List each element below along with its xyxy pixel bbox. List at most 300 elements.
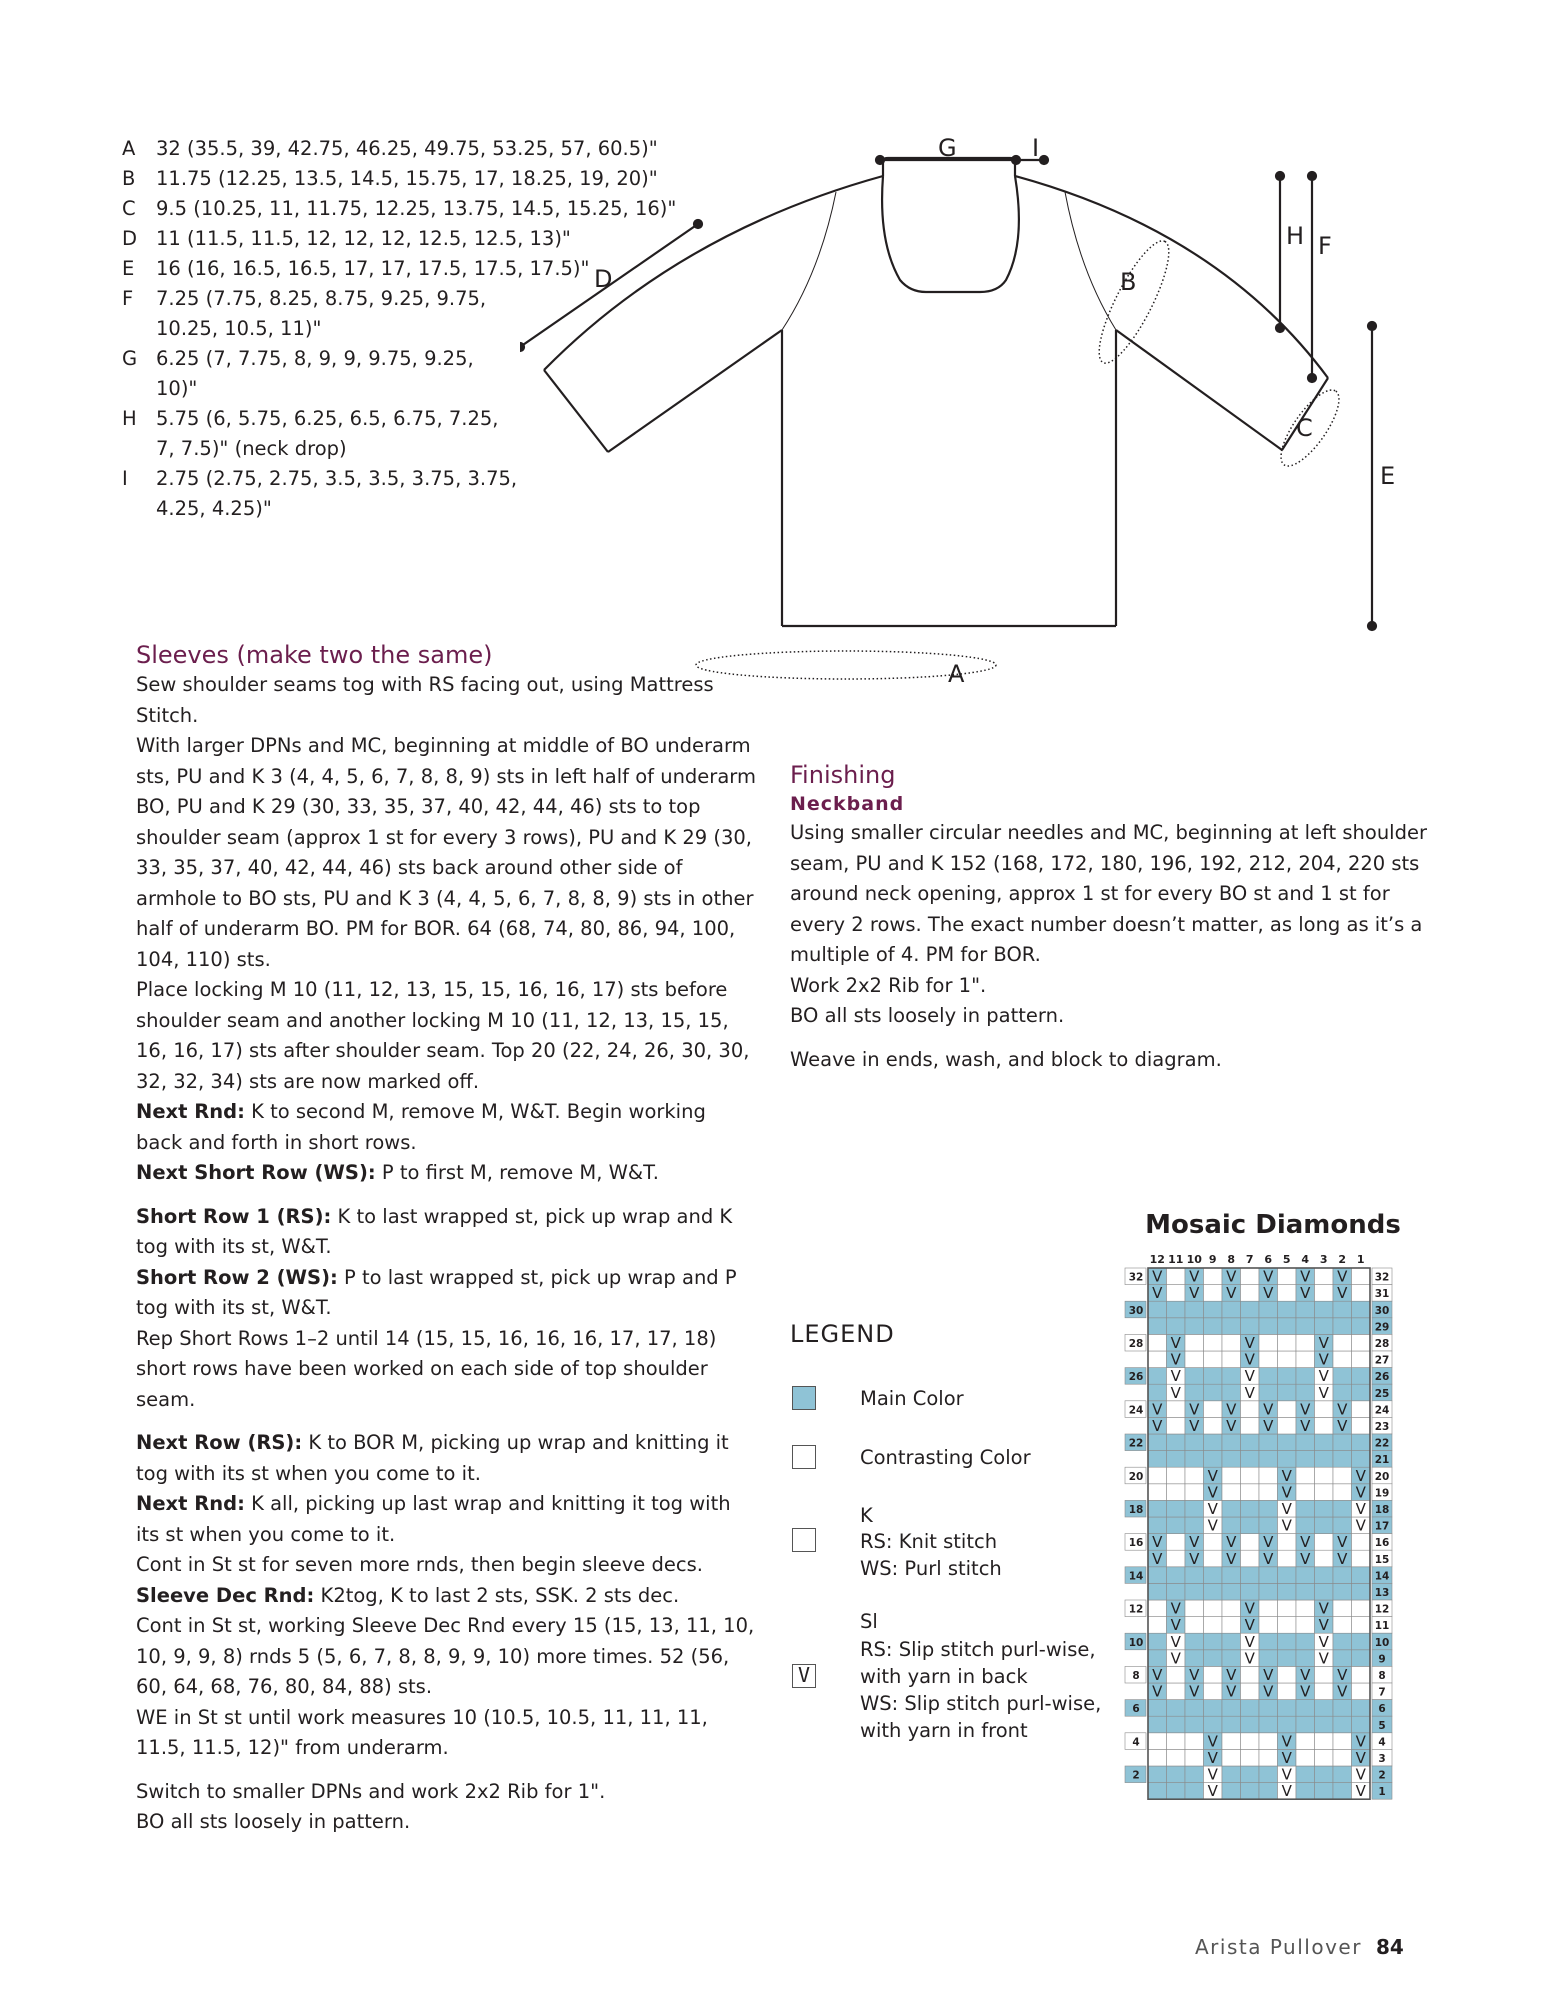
chart-cell [1222,1733,1241,1750]
slip-stitch-mark: V [1170,1649,1181,1668]
chart-cell [1352,1384,1371,1401]
row-number-left: 6 [1132,1703,1140,1716]
chart-cell [1315,1285,1334,1302]
chart-cell [1222,1766,1241,1783]
contrast-color-label: Contrasting Color [860,1446,1031,1469]
slip-stitch-mark: V [1189,1267,1200,1286]
slip-stitch-mark: V [1152,1267,1163,1286]
finishing-heading: Finishing [790,761,896,789]
column-number: 2 [1338,1253,1347,1266]
chart-cell [1167,1500,1186,1517]
chart-cell [1333,1351,1352,1368]
chart-cell [1333,1700,1352,1717]
chart-cell [1259,1567,1278,1584]
chart-cell [1241,1484,1260,1501]
chart-cell [1333,1766,1352,1783]
chart-cell [1315,1749,1334,1766]
slip-stitch-mark: V [1355,1732,1366,1751]
footer-title: Arista Pullover [1195,1935,1362,1959]
measurement-letter: F [122,287,134,310]
page-number: 84 [1375,1935,1404,1959]
sleeves-para-3: Place locking M 10 (11, 12, 13, 15, 15, 16, 16, 17) sts before shoulder seam and another locking M 10 (11, 12, 13, 15, 15, 16, 16, 17) sts after shoulder seam. Top 20 (22, 24, 26, 30, 30, 32, 32, 34) sts are now marked off. [136,978,750,1093]
row-number-left: 20 [1128,1470,1144,1483]
chart-cell [1148,1600,1167,1617]
row-number-right: 13 [1374,1587,1390,1599]
chart-cell [1222,1783,1241,1800]
row-number-right: 19 [1374,1487,1390,1500]
row-number-right: 31 [1374,1288,1390,1301]
chart-cell [1222,1451,1241,1468]
knit-legend-title: K [860,1504,873,1527]
slip-stitch-mark: V [1226,1400,1237,1419]
slip-stitch-mark: V [1337,1267,1348,1286]
chart-cell [1352,1567,1371,1584]
chart-cell [1241,1666,1260,1683]
slip-stitch-mark: V [1263,1666,1274,1684]
chart-cell [1148,1384,1167,1401]
chart-cell [1167,1417,1186,1434]
slip-stitch-mark: V [1281,1732,1292,1751]
slip-stitch-mark: V [1170,1367,1181,1386]
chart-cell [1352,1268,1371,1285]
chart-cell [1296,1583,1315,1600]
slip-stitch-mark: V [1281,1516,1292,1535]
chart-cell [1148,1484,1167,1501]
chart-cell [1278,1417,1297,1434]
column-number: 5 [1282,1253,1291,1266]
sleeves-heading: Sleeves (make two the same) [136,641,493,669]
b-dimension-ellipse [1087,233,1181,371]
measurement-value-line: 11 (11.5, 11.5, 12, 12, 12, 12.5, 12.5, 13)" [156,227,571,250]
chart-cell [1333,1749,1352,1766]
d-endpoint [520,343,524,351]
chart-cell [1204,1666,1223,1683]
slip-stitch-mark: V [1207,1466,1218,1485]
slip-stitch-mark: V [1263,1417,1274,1435]
chart-cell [1333,1484,1352,1501]
measurement-letter: H [122,407,137,430]
chart-cell [1167,1733,1186,1750]
slip-stitch-mark: V [1189,1400,1200,1419]
row-number-right: 3 [1378,1753,1386,1765]
row-number-right: 29 [1374,1321,1390,1334]
slip-stitch-mark: V [1170,1334,1181,1352]
measurement-letter: B [122,167,136,190]
chart-cell [1185,1567,1204,1584]
knit-legend-ws: WS: Purl stitch [860,1557,1002,1580]
chart-cell [1296,1434,1315,1451]
chart-cell [1315,1301,1334,1318]
e-endpoint [1368,622,1376,630]
slip-stitch-mark: V [1244,1616,1255,1635]
chart-cell [1352,1650,1371,1667]
chart-cell [1204,1285,1223,1302]
chart-cell [1148,1766,1167,1783]
chart-cell [1352,1285,1371,1302]
chart-cell [1167,1401,1186,1418]
chart-cell [1259,1749,1278,1766]
chart-cell [1241,1285,1260,1302]
step-label: Next Short Row (WS): [136,1161,376,1184]
slip-stitch-mark: V [1337,1533,1348,1552]
chart-cell [1278,1617,1297,1634]
chart-cell [1185,1733,1204,1750]
slip-stitch-mark: V [1300,1549,1311,1568]
chart-cell [1204,1716,1223,1733]
chart-cell [1222,1716,1241,1733]
slip-stitch-mark: V [1207,1516,1218,1535]
chart-cell [1259,1766,1278,1783]
sleeves-para-16: BO all sts loosely in pattern. [136,1810,411,1833]
finishing-para-2: Work 2x2 Rib for 1". [790,973,987,997]
chart-cell [1333,1617,1352,1634]
chart-cell [1278,1633,1297,1650]
step-text: K to BOR M, picking up wrap and knitting it tog with its st when you come to it. [136,1431,729,1485]
chart-cell [1222,1467,1241,1484]
row-number-left: 2 [1132,1769,1140,1782]
slip-stitch-mark: V [1226,1666,1237,1684]
left-cuff [544,370,608,452]
row-number-left: 8 [1132,1670,1140,1682]
chart-cell [1259,1301,1278,1318]
f-endpoint [1308,374,1316,382]
chart-cell [1204,1301,1223,1318]
chart-cell [1296,1783,1315,1800]
slip-stitch-mark: V [1318,1649,1329,1668]
chart-cell [1185,1650,1204,1667]
chart-cell [1204,1633,1223,1650]
slip-stitch-mark: V [1226,1284,1237,1303]
chart-cell [1352,1334,1371,1351]
chart-cell [1315,1417,1334,1434]
chart-cell [1148,1434,1167,1451]
f-endpoint [1308,172,1316,180]
chart-cell [1259,1633,1278,1650]
step-label: Short Row 2 (WS): [136,1265,338,1289]
column-number: 1 [1356,1253,1365,1266]
measurement-value-line: 5.75 (6, 5.75, 6.25, 6.5, 6.75, 7.25, [156,407,499,430]
main-color-label: Main Color [860,1387,964,1410]
column-number: 6 [1264,1253,1273,1266]
chart-cell [1185,1384,1204,1401]
slip-stitch-mark: V [1152,1666,1163,1684]
column-number: 11 [1168,1253,1184,1266]
row-number-right: 26 [1374,1371,1390,1384]
slip-stitch-mark: V [1152,1417,1163,1435]
chart-cell [1352,1434,1371,1451]
chart-cell [1222,1600,1241,1617]
legend-title: LEGEND [790,1320,895,1348]
chart-cell [1185,1301,1204,1318]
chart-cell [1185,1484,1204,1501]
measurement-letter: I [122,467,128,490]
measurement-value-line: 11.75 (12.25, 13.5, 14.5, 15.75, 17, 18.25, 19, 20)" [156,167,658,190]
chart-cell [1148,1500,1167,1517]
chart-cell [1185,1617,1204,1634]
chart-cell [1259,1351,1278,1368]
row-number-right: 18 [1374,1504,1390,1516]
step-text: P to first M, remove M, W&T. [375,1161,659,1184]
chart-cell [1185,1600,1204,1617]
chart-cell [1315,1318,1334,1335]
chart-cell [1222,1650,1241,1667]
chart-cell [1222,1434,1241,1451]
e-endpoint [1368,322,1376,330]
row-number-right: 5 [1378,1719,1386,1732]
chart-cell [1259,1451,1278,1468]
chart-cell [1241,1700,1260,1717]
chart-cell [1185,1318,1204,1335]
slip-stitch-mark: V [1318,1632,1329,1651]
row-number-left: 26 [1128,1371,1144,1384]
chart-cell [1333,1451,1352,1468]
slip-stitch-mark: V [1355,1749,1366,1767]
slip-stitch-mark: V [1318,1383,1329,1402]
row-number-left: 24 [1128,1404,1144,1417]
sleeves-para-5 [136,1158,756,1189]
chart-cell [1333,1733,1352,1750]
chart-cell [1167,1434,1186,1451]
chart-cell [1278,1434,1297,1451]
chart-cell [1315,1517,1334,1534]
chart-cell [1259,1617,1278,1634]
chart-cell [1204,1351,1223,1368]
sleeves-para-9 [136,1428,756,1489]
chart-cell [1352,1583,1371,1600]
chart-cell [1315,1583,1334,1600]
slip-stitch-mark: V [1263,1549,1274,1568]
chart-cell [1278,1334,1297,1351]
chart-cell [1222,1500,1241,1517]
chart-cell [1204,1567,1223,1584]
chart-cell [1167,1318,1186,1335]
row-number-right: 21 [1374,1454,1390,1467]
chart-cell [1352,1417,1371,1434]
slip-stitch-mark: V [1244,1649,1255,1668]
chart-cell [1278,1716,1297,1733]
garment-outline [544,158,1328,626]
chart-cell [1222,1334,1241,1351]
chart-cell [1296,1716,1315,1733]
slip-stitch-mark: V [1170,1632,1181,1651]
chart-cell [1167,1716,1186,1733]
measurement-value-line: 6.25 (7, 7.75, 8, 9, 9, 9.75, 9.25, [156,347,474,370]
chart-cell [1222,1368,1241,1385]
slip-stitch-mark: V [1244,1334,1255,1352]
chart-cell [1259,1733,1278,1750]
slip-stitch-mark: V [1355,1782,1366,1801]
row-number-right: 11 [1374,1620,1390,1633]
row-number-left: 28 [1128,1338,1144,1350]
measurement-letter: G [122,347,138,370]
chart-cell [1315,1550,1334,1567]
slip-stitch-mark: V [1281,1500,1292,1518]
slip-stitch-mark: V [1152,1533,1163,1552]
measurement-value-continued: 10.25, 10.5, 11)" [156,317,322,340]
finishing-para-4: Weave in ends, wash, and block to diagram. [790,1047,1222,1071]
i-endpoint [1040,156,1048,164]
chart-cell [1259,1434,1278,1451]
chart-cell [1278,1550,1297,1567]
slip-stitch-mark: V [1318,1367,1329,1386]
chart-cell [1333,1434,1352,1451]
slip-stitch-mark: V [1281,1782,1292,1801]
slip-stitch-mark: V [1300,1666,1311,1684]
slip-stitch-mark: V [1207,1782,1218,1801]
sleeves-para-14: WE in St st until work measures 10 (10.5, 10.5, 11, 11, 11, 11.5, 11.5, 12)" from underarm. [136,1705,708,1759]
sleeves-para-15: Switch to smaller DPNs and work 2x2 Rib for 1". [136,1779,606,1803]
label-f: F [1318,232,1332,260]
step-label: Next Rnd: [136,1492,245,1515]
chart-cell [1148,1301,1167,1318]
chart-cell [1333,1716,1352,1733]
chart-cell [1352,1301,1371,1318]
chart-cell [1167,1285,1186,1302]
chart-cell [1222,1484,1241,1501]
slip-stitch-mark: V [1281,1466,1292,1485]
chart-cell [1278,1666,1297,1683]
chart-cell [1296,1351,1315,1368]
slip-stitch-mark: V [1355,1466,1366,1485]
slip-stitch-mark: V [1300,1400,1311,1419]
chart-cell [1352,1534,1371,1551]
slip-stitch-mark: V [1337,1284,1348,1303]
chart-cell [1278,1700,1297,1717]
chart-cell [1259,1517,1278,1534]
chart-cell [1222,1700,1241,1717]
chart-cell [1241,1583,1260,1600]
slip-stitch-mark: V [1152,1549,1163,1568]
chart-cell [1148,1749,1167,1766]
h-endpoint [1276,324,1284,332]
slip-stitch-mark: V [1318,1350,1329,1369]
chart-cell [1148,1650,1167,1667]
chart-cell [1296,1600,1315,1617]
slip-legend-ws-2: with yarn in front [860,1719,1028,1742]
left-sleeve-bottom [608,330,782,452]
chart-cell [1333,1368,1352,1385]
row-number-right: 27 [1374,1354,1390,1367]
sweater-schematic [520,132,1400,712]
chart-cell [1241,1401,1260,1418]
chart-cell [1259,1334,1278,1351]
chart-cell [1333,1500,1352,1517]
chart-cell [1148,1567,1167,1584]
row-number-right: 9 [1378,1653,1386,1666]
label-a: A [948,660,965,688]
chart-cell [1167,1451,1186,1468]
chart-cell [1278,1285,1297,1302]
chart-cell [1222,1351,1241,1368]
chart-cell [1259,1384,1278,1401]
chart-cell [1352,1318,1371,1335]
chart-cell [1167,1550,1186,1567]
chart-cell [1315,1716,1334,1733]
chart-cell [1315,1567,1334,1584]
chart-cell [1241,1451,1260,1468]
slip-stitch-mark: V [1355,1483,1366,1502]
row-number-right: 4 [1378,1736,1386,1749]
slip-stitch-mark: V [1281,1765,1292,1784]
slip-stitch-mark: V [1355,1500,1366,1518]
row-number-left: 32 [1128,1271,1144,1284]
measurement-letter: C [122,197,136,220]
mosaic-diamonds-chart [1124,1248,1424,1808]
chart-cell [1278,1318,1297,1335]
chart-cell [1204,1683,1223,1700]
chart-cell [1148,1334,1167,1351]
chart-cell [1148,1617,1167,1634]
chart-cell [1333,1301,1352,1318]
chart-cell [1241,1733,1260,1750]
chart-cell [1352,1700,1371,1717]
chart-cell [1278,1401,1297,1418]
chart-cell [1296,1749,1315,1766]
column-number: 8 [1227,1253,1236,1266]
chart-cell [1333,1567,1352,1584]
chart-cell [1352,1617,1371,1634]
chart-cell [1296,1301,1315,1318]
chart-cell [1278,1268,1297,1285]
step-text: K to second M, remove M, W&T. Begin working back and forth in short rows. [136,1100,706,1154]
label-g: G [938,134,957,162]
chart-cell [1148,1733,1167,1750]
chart-cell [1241,1467,1260,1484]
slip-stitch-mark: V [1207,1483,1218,1502]
row-number-right: 30 [1374,1304,1390,1317]
slip-stitch-mark: V [1152,1400,1163,1419]
finishing-para-1: Using smaller circular needles and MC, beginning at left shoulder seam, PU and K 152 (168, 172, 180, 196, 192, 212, 204, 220 sts around neck opening, approx 1 st for every BO st and 1 st for every 2 rows. The exact number doesn’t matter, as long as it’s a multiple of 4. PM for BOR. [790,821,1427,966]
g-endpoint [876,156,884,164]
chart-cell [1315,1434,1334,1451]
chart-cell [1259,1600,1278,1617]
sleeves-para-13: Cont in St st, working Sleeve Dec Rnd every 15 (15, 13, 11, 10, 10, 9, 9, 8) rnds 5 (5, 6, 7, 8, 8, 9, 9, 10) more times. 52 (56, 60, 64, 68, 76, 80, 84, 88) sts. [136,1614,755,1698]
slip-stitch-mark: V [1337,1682,1348,1701]
chart-cell [1352,1351,1371,1368]
chart-cell [1148,1633,1167,1650]
slip-stitch-mark: V [1189,1533,1200,1552]
row-number-left: 4 [1132,1736,1140,1749]
chart-cell [1241,1749,1260,1766]
chart-cell [1333,1650,1352,1667]
right-armhole-line [1065,192,1116,330]
measurement-value-line: 2.75 (2.75, 2.75, 3.5, 3.5, 3.75, 3.75, [156,467,518,490]
slip-stitch-mark: V [1355,1765,1366,1784]
slip-stitch-mark: V [1244,1599,1255,1618]
row-number-right: 25 [1374,1387,1390,1400]
slip-stitch-mark: V [1337,1400,1348,1419]
sleeves-section [136,640,756,1838]
measurement-value-continued: 10)" [156,377,198,400]
chart-cell [1352,1451,1371,1468]
row-number-left: 16 [1128,1537,1144,1550]
slip-stitch-mark: V [1170,1350,1181,1369]
slip-stitch-mark: V [1226,1549,1237,1568]
chart-cell [1333,1384,1352,1401]
row-number-left: 18 [1128,1504,1144,1516]
chart-cell [1352,1600,1371,1617]
chart-cell [1259,1368,1278,1385]
chart-cell [1352,1401,1371,1418]
row-number-right: 24 [1374,1404,1390,1417]
chart-cell [1315,1733,1334,1750]
row-number-right: 23 [1374,1421,1390,1433]
chart-cell [1315,1500,1334,1517]
chart-cell [1167,1749,1186,1766]
slip-legend-rs-2: with yarn in back [860,1665,1028,1688]
chart-cell [1315,1401,1334,1418]
chart-cell [1278,1600,1297,1617]
